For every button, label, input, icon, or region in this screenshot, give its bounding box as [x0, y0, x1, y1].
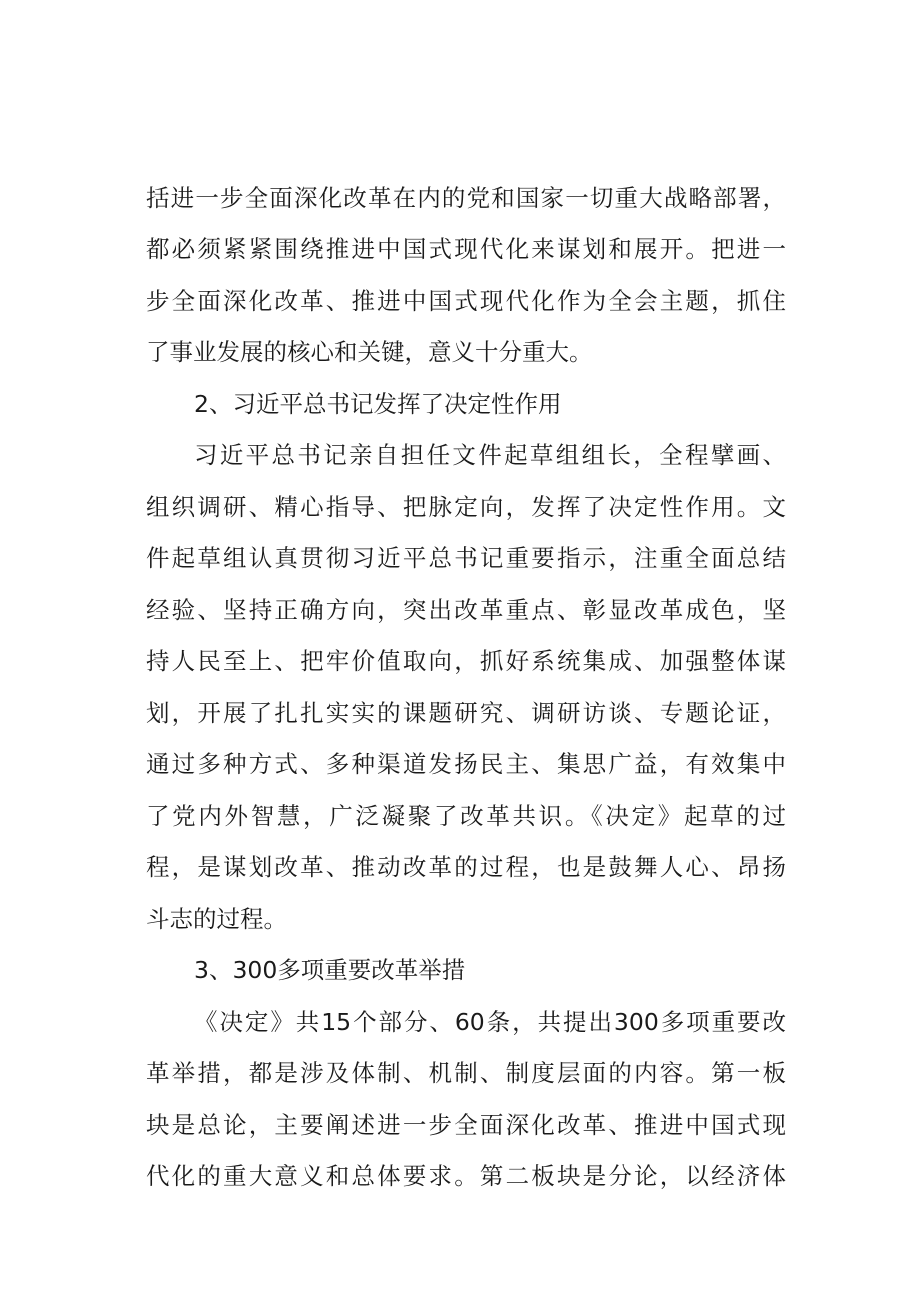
paragraph-line: 都必须紧紧围绕推进中国式现代化来谋划和展开。把进一: [146, 235, 786, 263]
paragraph-line: 经验、坚持正确方向，突出改革重点、彰显改革成色，坚: [146, 596, 786, 624]
paragraph-line: 程，是谋划改革、推动改革的过程，也是鼓舞人心、昂扬: [146, 853, 786, 881]
paragraph-line: 括进一步全面深化改革在内的党和国家一切重大战略部署，: [146, 184, 786, 212]
paragraph-line: 步全面深化改革、推进中国式现代化作为全会主题，抓住: [146, 287, 786, 315]
paragraph-line: 块是总论，主要阐述进一步全面深化改革、推进中国式现: [146, 1111, 786, 1139]
section-heading: 2、习近平总书记发挥了决定性作用: [194, 390, 562, 418]
paragraph-line: 代化的重大意义和总体要求。第二板块是分论，以经济体: [146, 1162, 786, 1190]
paragraph-line: 划，开展了扎扎实实的课题研究、调研访谈、专题论证，: [146, 699, 786, 727]
paragraph-line: 《决定》共15个部分、60条，共提出300多项重要改: [194, 1008, 786, 1036]
paragraph-line: 通过多种方式、多种渠道发扬民主、集思广益，有效集中: [146, 750, 786, 778]
paragraph-line: 了事业发展的核心和关键，意义十分重大。: [146, 338, 593, 366]
paragraph-line: 习近平总书记亲自担任文件起草组组长，全程擘画、: [194, 441, 786, 469]
paragraph-line: 斗志的过程。: [146, 905, 287, 933]
paragraph-line: 革举措，都是涉及体制、机制、制度层面的内容。第一板: [146, 1059, 786, 1087]
paragraph-line: 件起草组认真贯彻习近平总书记重要指示，注重全面总结: [146, 544, 786, 572]
paragraph-line: 组织调研、精心指导、把脉定向，发挥了决定性作用。文: [146, 493, 786, 521]
paragraph-line: 持人民至上、把牢价值取向，抓好系统集成、加强整体谋: [146, 647, 786, 675]
paragraph-line: 了党内外智慧，广泛凝聚了改革共识。《决定》起草的过: [146, 802, 786, 830]
section-heading: 3、300多项重要改革举措: [194, 956, 466, 984]
